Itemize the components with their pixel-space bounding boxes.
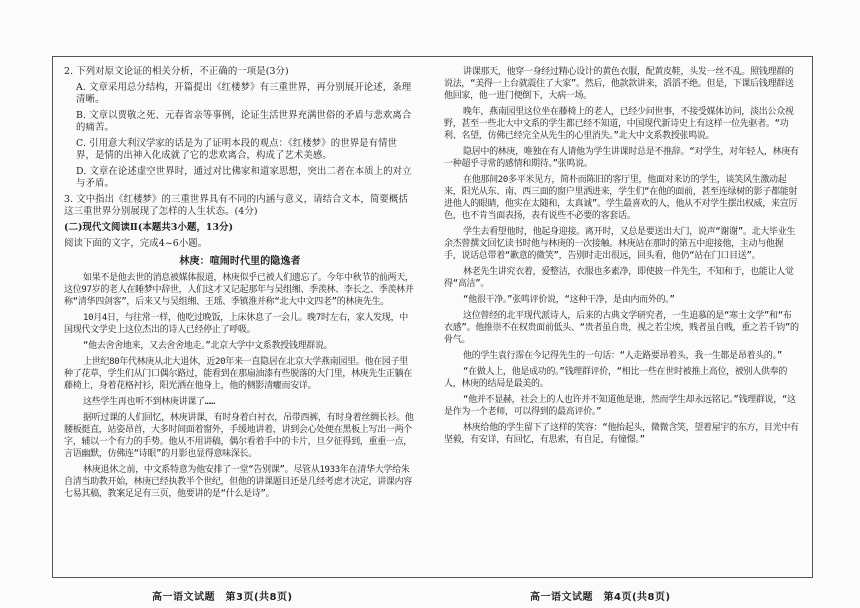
right-column xyxy=(444,66,800,450)
article-paragraph: “在做人上，他是成功的。”钱理群评价，“相比一些在世时被推上高位，被别人供奉的人，林庚的结局是最美的。 xyxy=(444,367,788,389)
article-paragraph: 他的学生袁行霈在今记得先生的一句话：“人走路要昂着头，我一生都是昂着头的。” xyxy=(463,351,782,361)
question-text: 2. 下列对原文论证的相关分析，不正确的一项是(3分) xyxy=(64,66,289,77)
page-footer-left: 高一语文试题 第3页(共8页) xyxy=(152,592,293,603)
article-paragraph: 学生去看望他时，他起身迎接。离开时，又总是要送出大门，说声“谢谢”。北大毕业生余杰曾撰文回忆读书时他与林庚的一次接触。林庚站在那时的第五中迎接他，主动与他握手，说话总带着“歉意的微笑”，告别时走出很远，回头看，他仍“站在门口目送”。 xyxy=(444,227,796,261)
article-paragraph: “他并不显赫，社会上的人也许并不知道他是谁，然而学生却永远铭记。”钱理群说，“这是作为一个老师，可以得到的最高评价。” xyxy=(444,395,796,417)
article-paragraph: 隐居中的林庚，唯独在有人请他为学生讲课时总是不推辞。“对学生，对年轻人，林庚有一种超乎寻常的感情和期待。”张鸣说。 xyxy=(444,147,799,169)
article-paragraph: 讲课那天，他穿一身经过精心设计的黄色衣服，配黄皮鞋，头发一丝不乱。照钱理群的说法，“美得一上台就震住了大家”。然后，他款款讲来，滔滔不绝。但是，下课后钱理群送他回家，他一进门便倒下，大病一场。 xyxy=(444,67,794,101)
article-paragraph: 10月4日，与往常一样，他吃过晚饭，上床休息了一会儿。晚7时左右，家人发现，中国现代文学史上这位杰出的诗人已经停止了呼吸。 xyxy=(64,313,408,335)
answer-option: B. 文章以贾敬之死、元春省亲等事例，论证生活世界充满世俗的矛盾与悲欢离合的痛苦。 xyxy=(76,110,412,133)
article-paragraph: 这位曾经的北平现代派诗人，后来的古典文学研究者，一生追慕的是“寒士文学”和“布衣感”。他推崇不在权贵面前低头、“贵者虽自贵，视之若尘埃，贱者虽自贱，重之若千钧”的骨气。 xyxy=(444,311,799,345)
question-text: 阅读下面的文字，完成4~6小题。 xyxy=(64,238,208,249)
article-paragraph: 据听过课的人们回忆，林庚讲课，有时身着白衬衣，吊带西裤，有时身着丝绸长衫。他腰板挺直，站姿昂首，大多时间面着窗外，手缓地讲着，讲到会心处便在黑板上写出一两个字，辅以一个有力的手势。他从不用讲稿，偶尔看着手中的卡片，旦夕征得到，重重一点，言语幽默，仿佛连“诗眼”的月影也显得意味深长。 xyxy=(64,413,414,459)
article-paragraph: 林庚退休之前，中文系特意为他安排了一堂“告别课”。尽管从1933年在清华大学给朱自清当助教开始，林庚已经执教半个世纪，但他的讲课题目还是几经考虑才决定，讲课内容七易其稿，教案足足有三页，他要讲的是“什么是诗”。 xyxy=(64,465,413,499)
article-paragraph: 上世纪80年代林庚从北大退休，近20年来一直隐居在北京大学燕南园里。他在园子里种了花草，学生们从门口偶尔路过，能看到在那扇油漆有些脱落的大门里，林庚先生正躺在藤椅上，身着花格衬衫，阳光洒在他身上，他的侧影清癯而安详。 xyxy=(64,357,413,391)
answer-option: A. 文章采用总分结构，开篇提出《红楼梦》有三重世界，再分别展开论述，条理清晰。 xyxy=(76,82,412,105)
answer-option: C. 引用意大利汉学家的话是为了证明本段的观点：《红楼梦》的世界是有情世界，是情的出神入化成就了它的悲欢离合，构成了艺术美感。 xyxy=(76,138,398,161)
left-column xyxy=(64,66,416,504)
article-paragraph: “他去舍舍地来，又去舍舍地走。”北京大学中文系教授钱理群说。 xyxy=(83,341,333,351)
page-footer-right: 高一语文试题 第4页(共8页) xyxy=(530,592,671,603)
article-paragraph: 在他那间20多平米见方，简朴而陈旧的客厅里，他面对来访的学生，谈笑风生激动起来，阳光从东、南、西三面的窗户里洒进来，学生们“在他的面前，甚至连绿树的影子都能射进他人的眼睛，他实在太随和，太真诚”。学生最喜欢的人，他从不对学生摆出权威，来宣厉色，也不肯当面表扬，表有说些不必要的客套话。 xyxy=(444,175,798,221)
article-paragraph: 这些学生再也听不到林庚讲课了…… xyxy=(83,397,216,407)
article-title: 林庚：喧闹时代里的隐逸者 xyxy=(179,256,301,267)
article-paragraph: 林庚给他的学生留下了这样的笑容：“他抬起头，微微含笑，望着屋宇的东方，目光中有坚毅，有安详，有回忆，有思索，有自足，有憧憬。” xyxy=(444,423,799,445)
article-paragraph: 林老先生讲究衣着，爱整洁，衣服也多素净，即使披一件先生，不知和于，也能让人觉得“高洁”。 xyxy=(444,267,794,289)
article-paragraph: 如果不是他去世的消息被媒体报道，林庚似乎已被人们遗忘了。今年中秋节的前两天，这位97岁的老人在睡梦中辞世，人们这才又记起那年与吴组缃、季羡林、李长之、季羡林并称“清华四剑客”，后来又与吴组缃、王瑶、季镇淮并称“北大中文四老”的林庚先生。 xyxy=(64,273,414,307)
article-paragraph: “他很干净。”张鸣评价说，“这种干净，是由内而外的。” xyxy=(463,295,675,305)
section-heading: (二)现代文阅读Ⅱ(本题共3小题，13分) xyxy=(64,222,234,233)
answer-option: D. 文章在论述虚空世界时，通过对比佛家和道家思想，突出二者在本质上的对立与矛盾。 xyxy=(76,166,412,189)
question-text: 3. 文中指出《红楼梦》的三重世界具有不同的内涵与意义，请结合文本，简要概括这三重世界分别展现了怎样的人生状态。(4分) xyxy=(64,194,408,217)
article-paragraph: 晚年，燕南园里这位坐在藤椅上的老人，已经少问世事，不接受媒体访问，淡出公众视野，甚至一些北大中文系的学生都已经不知道，中国现代新诗史上有这样一位先驱者。“功利、名望，仿佛已经完全从先生的心里消失。”北大中文系教授张鸣说。 xyxy=(444,107,794,141)
